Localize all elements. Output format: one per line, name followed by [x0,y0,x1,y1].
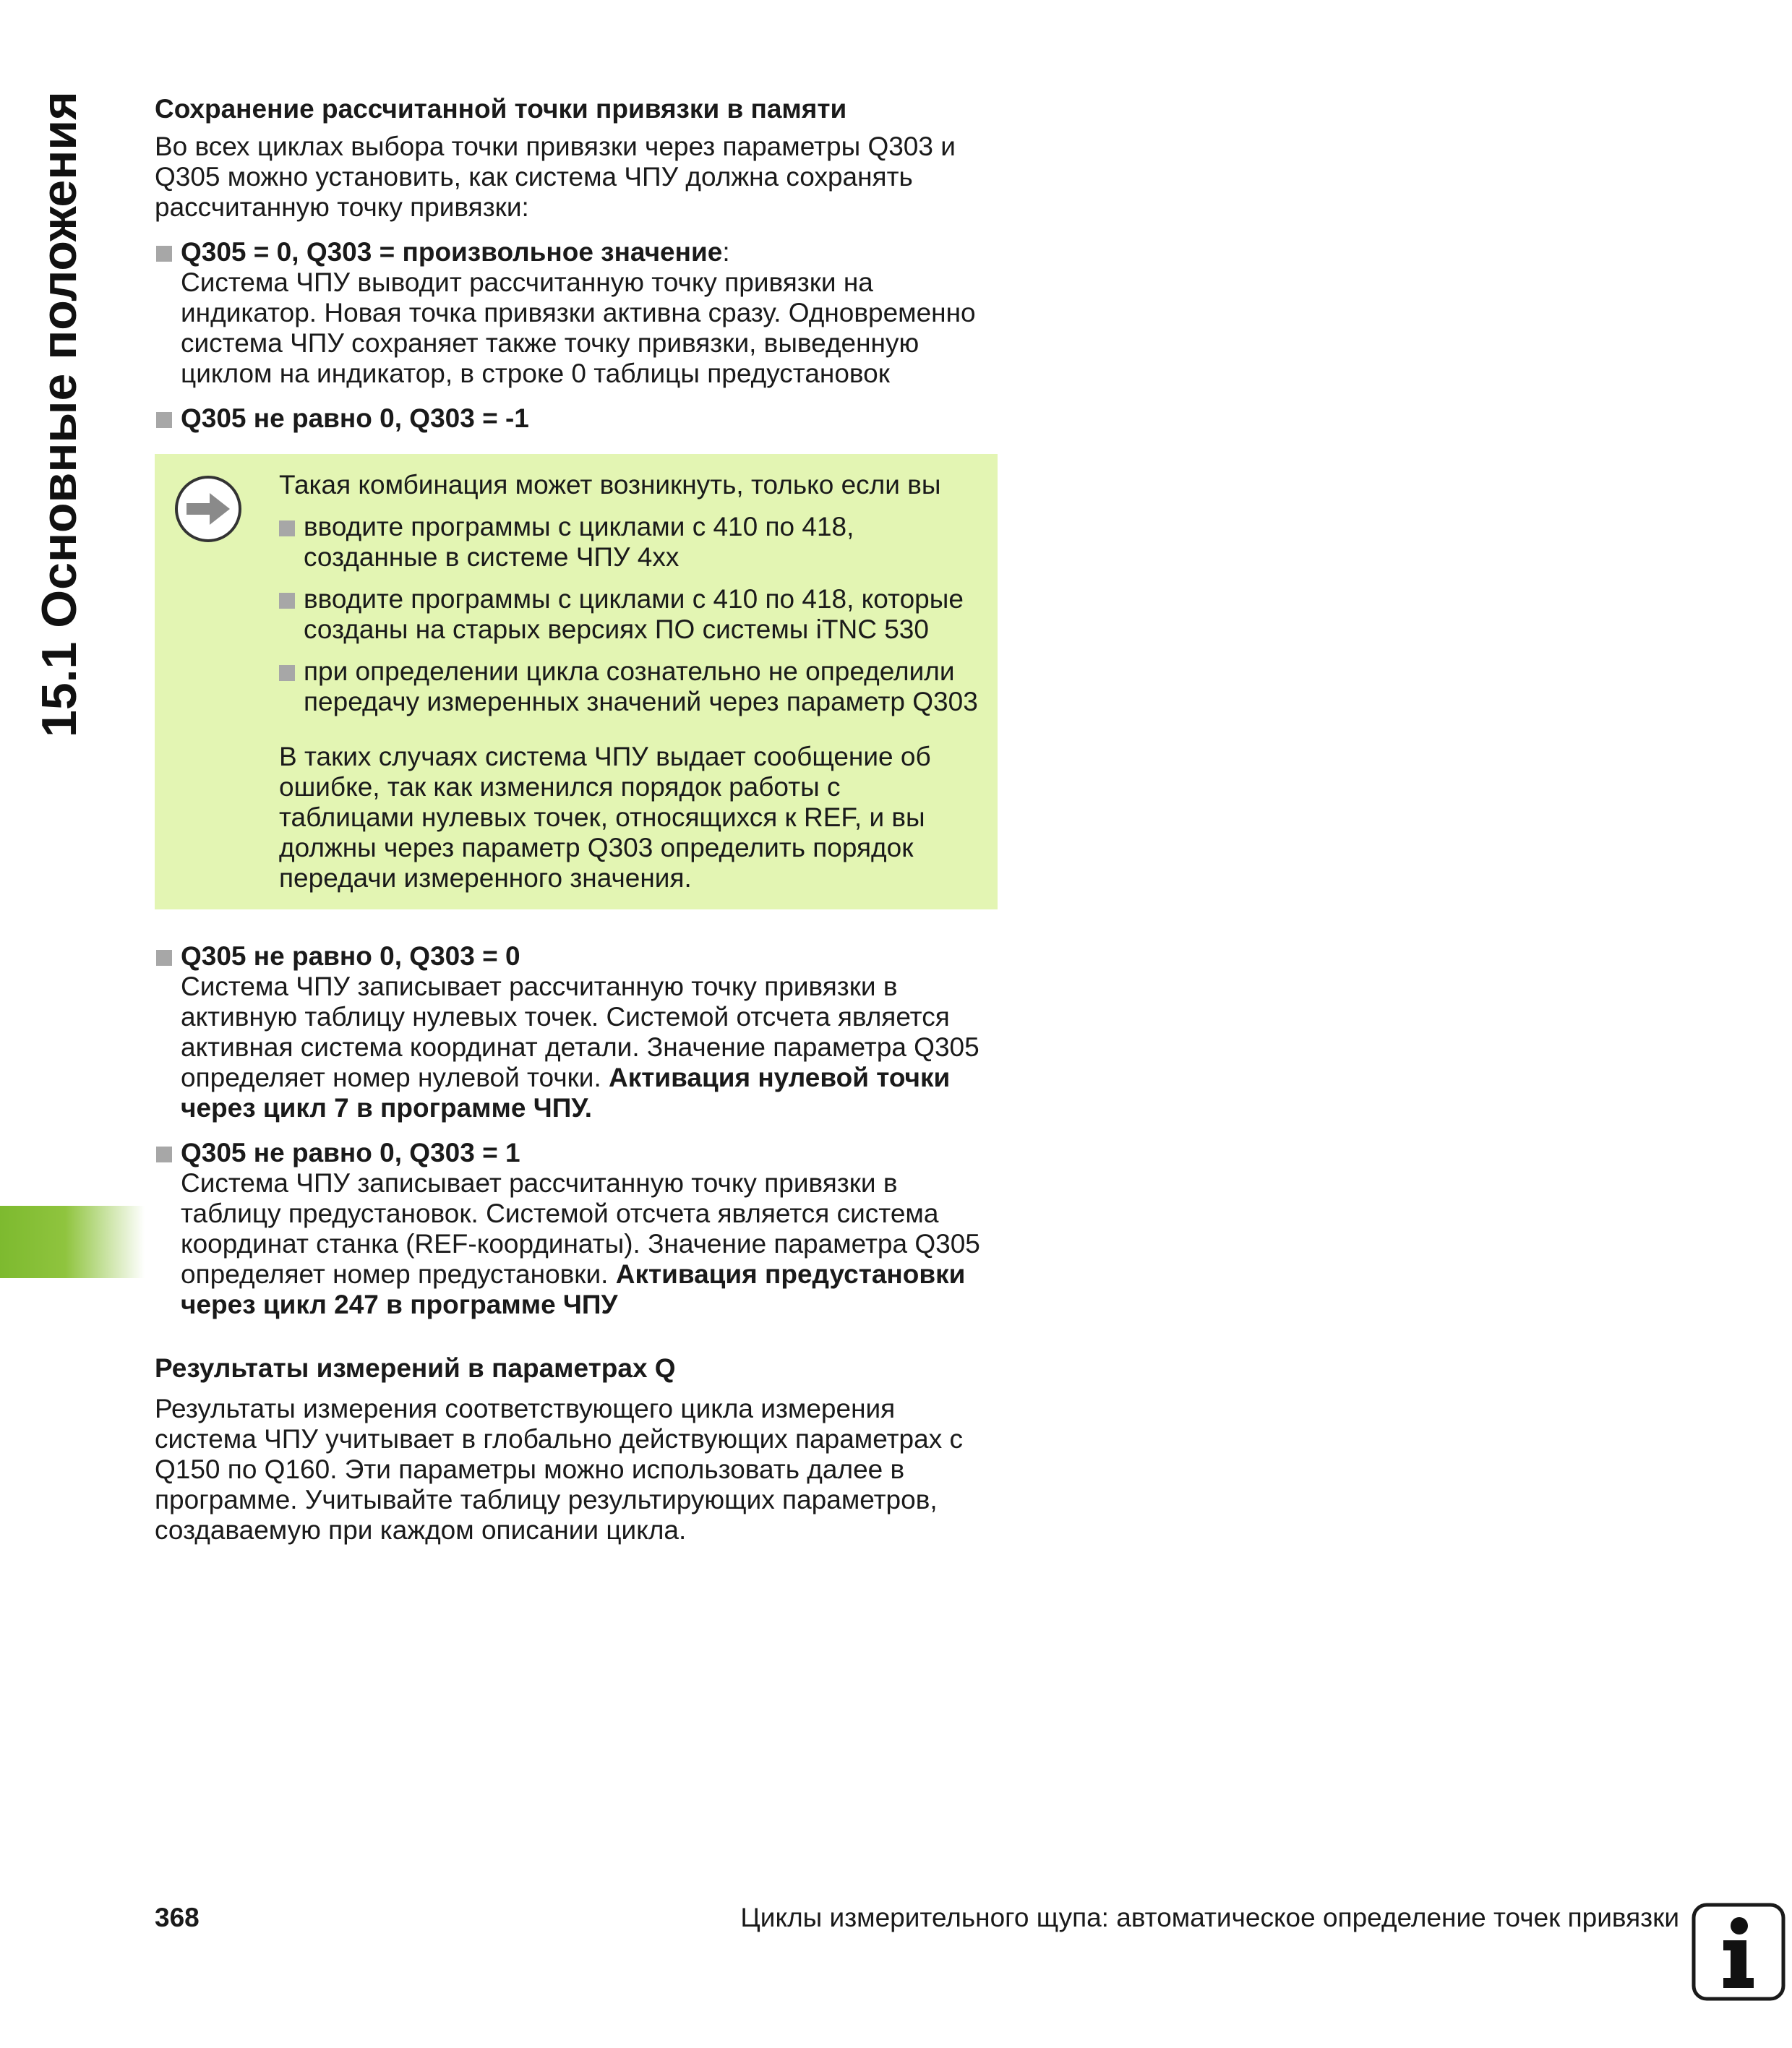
list-item-body: Система ЧПУ записывает рассчитанную точку привязки в активную таблицу нулевых точек. Системой отсчета является активная система координат детали. Значение параметра Q305 определяет номер нулевой точки. [181,972,979,1092]
square-bullet-icon [156,246,172,262]
list-item-colon: : [722,237,730,267]
list-item-head: Q305 = 0, Q303 = произвольное значение [181,237,723,267]
note-list-item-text: вводите программы с циклами с 410 по 418, созданные в системе ЧПУ 4xx [304,512,854,572]
list-item-head: Q305 не равно 0, Q303 = 0 [181,941,520,971]
section-heading-q-params: Результаты измерений в параметрах Q [155,1353,676,1383]
list-item-q303-minus-one [155,403,1000,434]
arrow-right-icon [173,474,243,544]
note-list-item [279,512,979,573]
info-icon [1692,1903,1785,2001]
section-heading-save-datum: Сохранение рассчитанной точки привязки в памяти [155,94,847,124]
section-body: Результаты измерения соответствующего цикла измерения система ЧПУ учитывает в глобально действующих параметрах с Q150 по Q160. Эти параметры можно использовать далее в программе. Учитывайте таблицу результирующих параметров, создаваемую при каждом описании цикла. [155,1394,963,1545]
list-item-q303-zero [155,941,1000,1123]
square-bullet-icon [279,665,295,681]
note-list-item-text: при определении цикла сознательно не определили передачу измеренных значений через параметр Q303 [304,656,978,716]
list-item-emphasis: Активация предустановки через цикл 247 в программе ЧПУ [181,1259,966,1319]
page-number: 368 [155,1903,200,1932]
list-item-head: Q305 не равно 0, Q303 = -1 [181,403,529,433]
list-item-body: Система ЧПУ выводит рассчитанную точку привязки на индикатор. Новая точка привязки активна сразу. Одновременно система ЧПУ сохраняет также точку привязки, выведенную циклом на индикатор, в строке 0 таблицы предустановок [181,267,976,388]
square-bullet-icon [156,950,172,966]
square-bullet-icon [156,412,172,428]
footer-chapter-title: Циклы измерительного щупа: автоматическое определение точек привязки [740,1903,1679,1932]
square-bullet-icon [279,520,295,536]
note-list-item-text: вводите программы с циклами с 410 по 418, которые созданы на старых версиях ПО системы iTNC 530 [304,584,964,644]
chapter-side-title: 15.1 Основные положения [32,91,87,737]
list-item-emphasis: Активация нулевой точки через цикл 7 в программе ЧПУ. [181,1063,951,1123]
list-item-body: Система ЧПУ записывает рассчитанную точку привязки в таблицу предустановок. Системой отсчета является система координат станка (REF-координаты). Значение параметра Q305 определяет номер предустановки. [181,1168,980,1289]
list-item-q303-one [155,1138,1000,1320]
note-list-item [279,584,979,645]
square-bullet-icon [279,593,295,609]
note-conclusion: В таких случаях система ЧПУ выдает сообщение об ошибке, так как изменился порядок работы с таблицами нулевых точек, относящихся к REF, и вы должны через параметр Q303 определить порядок передачи измеренного значения. [279,742,931,893]
note-list-item [279,656,979,717]
list-item-q305-zero [155,237,1000,389]
section-intro: Во всех циклах выбора точки привязки через параметры Q303 и Q305 можно установить, как система ЧПУ должна сохранять рассчитанную точку привязки: [155,132,956,222]
chapter-tab-marker [0,1206,145,1278]
square-bullet-icon [156,1147,172,1162]
list-item-head: Q305 не равно 0, Q303 = 1 [181,1138,520,1167]
note-box [155,454,998,909]
main-content [155,93,1000,1546]
note-intro: Такая комбинация может возникнуть, только если вы [279,470,941,500]
